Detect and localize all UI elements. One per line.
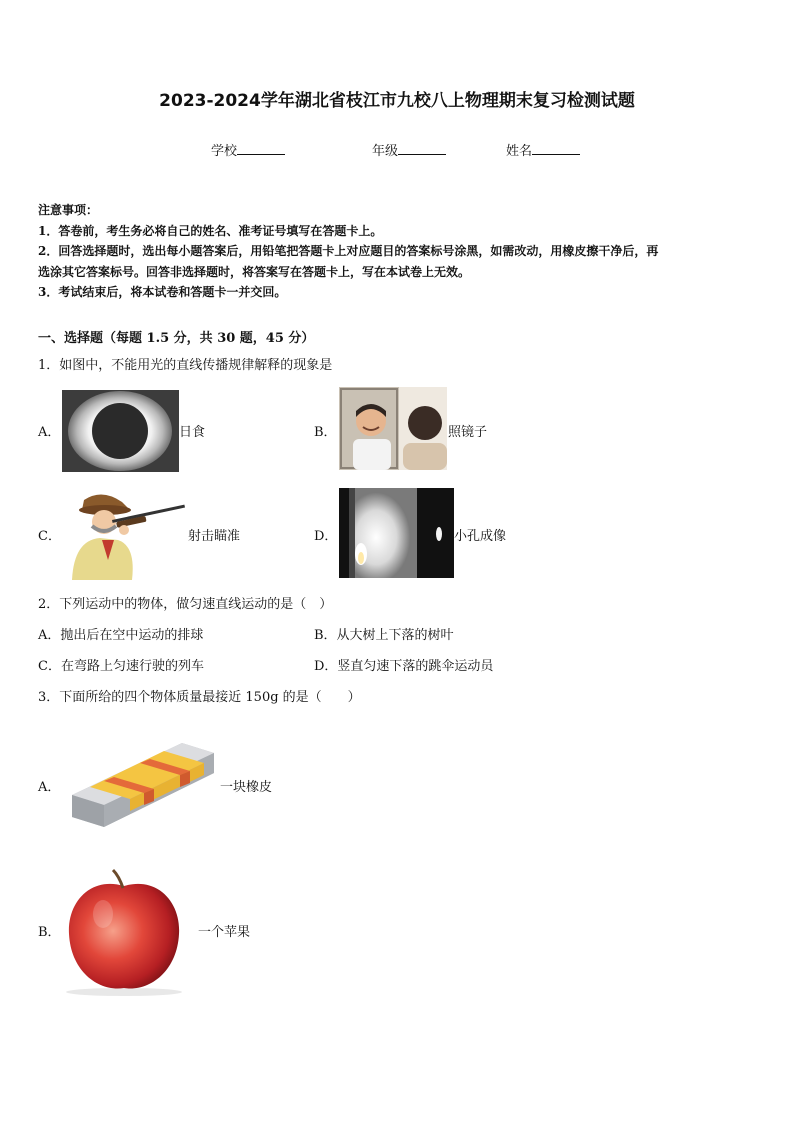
grade-label: 年级 xyxy=(372,144,399,159)
q1-option-c-caption: 射击瞄准 xyxy=(188,529,241,544)
q2-option-c: C．在弯路上匀速行驶的列车 xyxy=(38,659,204,674)
q2-option-a: A．抛出后在空中运动的排球 xyxy=(38,628,204,643)
notice-heading: 注意事项： xyxy=(38,203,99,217)
school-blank-line xyxy=(237,142,285,155)
question-1-stem: 1．如图中，不能用光的直线传播规律解释的现象是 xyxy=(38,358,333,373)
grade-blank-line xyxy=(398,142,446,155)
grade-field[interactable] xyxy=(372,140,446,159)
q3-option-b-caption: 一个苹果 xyxy=(198,925,251,940)
q1-option-a-caption: 日食 xyxy=(179,425,206,440)
q3-option-b-letter: B． xyxy=(38,925,61,940)
eraser-illustration xyxy=(64,729,216,845)
page-title: 2023-2024学年湖北省枝江市九校八上物理期末复习检测试题 xyxy=(159,91,635,111)
q3-option-a-caption: 一块橡皮 xyxy=(220,780,273,795)
notice-block xyxy=(38,200,658,303)
notice-item: 3．考试结束后，将本试卷和答题卡一并交回。 xyxy=(38,285,287,299)
solar-eclipse-photo xyxy=(62,390,179,472)
name-field[interactable] xyxy=(506,140,580,159)
q1-option-b-letter: B． xyxy=(314,425,337,440)
name-blank-line xyxy=(532,142,580,155)
q3-option-a-letter: A． xyxy=(38,780,61,795)
school-label: 学校 xyxy=(211,144,238,159)
q2-option-b: B．从大树上下落的树叶 xyxy=(314,628,454,643)
q1-option-d-caption: 小孔成像 xyxy=(454,529,507,544)
q1-option-b-caption: 照镜子 xyxy=(448,425,488,440)
rifle-aiming-illustration xyxy=(62,490,188,580)
question-3-stem: 3．下面所给的四个物体质量最接近 150g 的是（ ） xyxy=(38,690,361,705)
q1-option-c-letter: C． xyxy=(38,529,61,544)
apple-photo xyxy=(61,868,187,996)
question-2-stem: 2．下列运动中的物体，做匀速直线运动的是（ ） xyxy=(38,597,333,612)
q2-option-d: D．竖直匀速下落的跳伞运动员 xyxy=(314,659,494,674)
notice-item: 2．回答选择题时，选出每小题答案后，用铅笔把答题卡上对应题目的答案标号涂黑，如需改动，用橡皮擦干净后，再 xyxy=(38,244,659,258)
pinhole-image-photo xyxy=(339,488,454,578)
name-label: 姓名 xyxy=(506,144,533,159)
notice-item: 1．答卷前，考生务必将自己的姓名、准考证号填写在答题卡上。 xyxy=(38,223,383,238)
school-field[interactable] xyxy=(211,140,285,159)
notice-item: 选涂其它答案标号。回答非选择题时，将答案写在答题卡上，写在本试卷上无效。 xyxy=(38,264,471,279)
q1-option-a-letter: A． xyxy=(38,425,61,440)
mirror-photo xyxy=(339,387,447,470)
section-heading: 一、选择题（每题 1.5 分，共 30 题，45 分） xyxy=(38,331,315,346)
q1-option-d-letter: D． xyxy=(314,529,338,544)
